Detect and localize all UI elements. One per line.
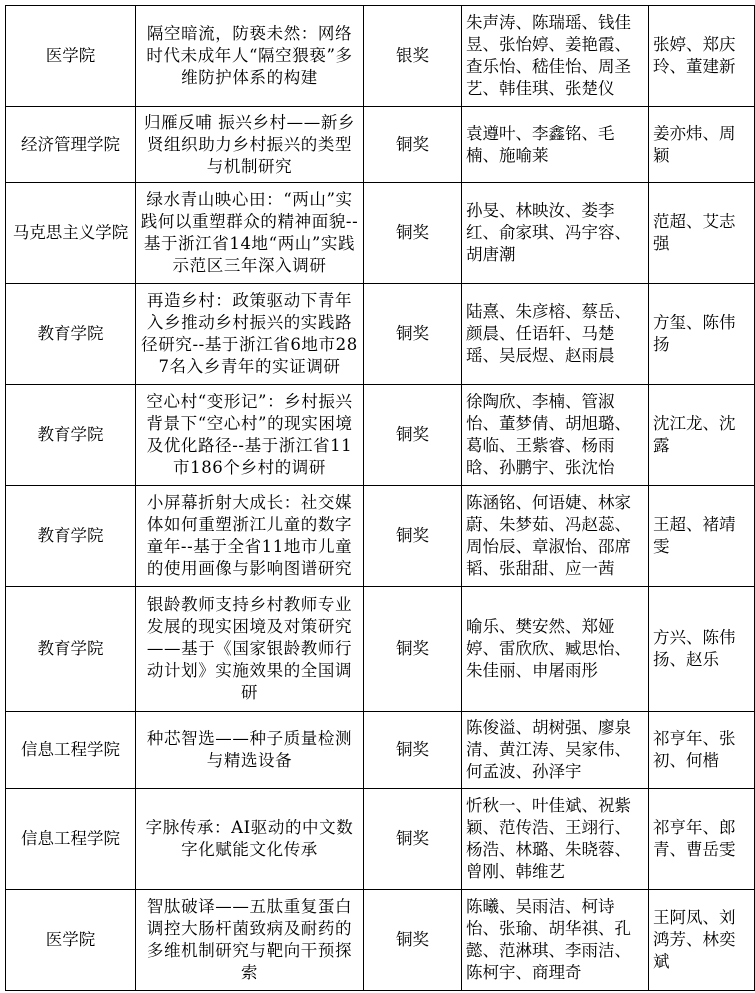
advisors-cell: 沈江龙、沈露 — [649, 385, 755, 486]
project-title-cell: 小屏幕折射大成长：社交媒体如何重塑浙江儿童的数字童年--基于全省11地市儿童的使用画像与影响图谱研究 — [136, 486, 364, 587]
college-cell: 信息工程学院 — [6, 789, 136, 890]
project-title-cell: 种芯智选——种子质量检测与精选设备 — [136, 712, 364, 789]
members-cell: 徐陶欣、李楠、管淑怡、董梦倩、胡旭璐、葛临、王紫睿、杨雨晗、孙鹏宇、张沈怡 — [462, 385, 649, 486]
project-title-cell: 归雁反哺 振兴乡村——新乡贤组织助力乡村振兴的类型与机制研究 — [136, 107, 364, 183]
project-title-cell: 再造乡村：政策驱动下青年入乡推动乡村振兴的实践路径研究--基于浙江省6地市287名入乡青年的实证调研 — [136, 284, 364, 385]
college-cell: 教育学院 — [6, 486, 136, 587]
members-cell: 陈涵铭、何语婕、林家蔚、朱梦茹、冯赵蕊、周怡辰、章淑怡、邵席韬、张甜甜、应一茜 — [462, 486, 649, 587]
table-row — [6, 890, 755, 991]
table-row — [6, 284, 755, 385]
members-cell: 陈曦、吴雨洁、柯诗怡、张瑜、胡华祺、孔懿、范淋琪、李雨洁、陈柯宇、商理奇 — [462, 890, 649, 991]
award-cell: 铜奖 — [364, 789, 462, 890]
college-cell: 教育学院 — [6, 587, 136, 712]
award-cell: 铜奖 — [364, 284, 462, 385]
advisors-cell: 王阿凤、刘鸿芳、林奕斌 — [649, 890, 755, 991]
project-title-cell: 空心村“变形记”：乡村振兴背景下“空心村”的现实困境及优化路径--基于浙江省11市186个乡村的调研 — [136, 385, 364, 486]
table-row — [6, 587, 755, 712]
advisors-cell: 范超、艾志强 — [649, 183, 755, 284]
members-cell: 袁遵叶、李鑫铭、毛楠、施喻莱 — [462, 107, 649, 183]
advisors-cell: 张婷、郑庆玲、董建新 — [649, 6, 755, 107]
awards-table — [5, 5, 755, 991]
award-cell: 铜奖 — [364, 486, 462, 587]
award-cell: 铜奖 — [364, 107, 462, 183]
members-cell: 朱声涛、陈瑞瑶、钱佳昱、张怡婷、姜艳霞、查乐怡、嵇佳怡、周圣艺、韩佳琪、张楚仪 — [462, 6, 649, 107]
table-row — [6, 183, 755, 284]
advisors-cell: 方兴、陈伟扬、赵乐 — [649, 587, 755, 712]
table-row — [6, 385, 755, 486]
advisors-cell: 王超、褚靖雯 — [649, 486, 755, 587]
project-title-cell: 字脉传承：AI驱动的中文数字化赋能文化传承 — [136, 789, 364, 890]
members-cell: 忻秋一、叶佳斌、祝紫颖、范传浩、王翊行、杨浩、林璐、朱晓蓉、曾刚、韩维艺 — [462, 789, 649, 890]
college-cell: 经济管理学院 — [6, 107, 136, 183]
project-title-cell: 绿水青山映心田：“两山”实践何以重塑群众的精神面貌--基于浙江省14地“两山”实践示范区三年深入调研 — [136, 183, 364, 284]
awards-table-body — [6, 6, 755, 991]
college-cell: 教育学院 — [6, 385, 136, 486]
table-row — [6, 6, 755, 107]
advisors-cell: 姜亦炜、周颖 — [649, 107, 755, 183]
college-cell: 教育学院 — [6, 284, 136, 385]
advisors-cell: 祁亨年、张初、何楷 — [649, 712, 755, 789]
table-row — [6, 712, 755, 789]
award-cell: 铜奖 — [364, 385, 462, 486]
college-cell: 信息工程学院 — [6, 712, 136, 789]
award-cell: 铜奖 — [364, 587, 462, 712]
members-cell: 陈俊溢、胡树强、廖泉清、黄江涛、吴家伟、何孟波、孙泽宇 — [462, 712, 649, 789]
award-cell: 铜奖 — [364, 890, 462, 991]
members-cell: 喻乐、樊安然、郑娅婷、雷欣欣、臧思怡、朱佳丽、申屠雨彤 — [462, 587, 649, 712]
table-row — [6, 789, 755, 890]
members-cell: 孙旻、林映汝、娄李红、俞家琪、冯宇容、胡唐潮 — [462, 183, 649, 284]
project-title-cell: 银龄教师支持乡村教师专业发展的现实困境及对策研究——基于《国家银龄教师行动计划》实施效果的全国调研 — [136, 587, 364, 712]
members-cell: 陆熹、朱彦榕、蔡岳、颜晨、任语轩、马楚瑶、吴辰煜、赵雨晨 — [462, 284, 649, 385]
college-cell: 医学院 — [6, 890, 136, 991]
award-cell: 铜奖 — [364, 183, 462, 284]
award-cell: 铜奖 — [364, 712, 462, 789]
project-title-cell: 隔空暗流，防亵未然：网络时代未成年人“隔空猥亵”多维防护体系的构建 — [136, 6, 364, 107]
table-row — [6, 486, 755, 587]
advisors-cell: 祁亨年、郎青、曹岳雯 — [649, 789, 755, 890]
award-cell: 银奖 — [364, 6, 462, 107]
table-row — [6, 107, 755, 183]
college-cell: 马克思主义学院 — [6, 183, 136, 284]
project-title-cell: 智肽破译——五肽重复蛋白调控大肠杆菌致病及耐药的多维机制研究与靶向干预探索 — [136, 890, 364, 991]
advisors-cell: 方玺、陈伟扬 — [649, 284, 755, 385]
college-cell: 医学院 — [6, 6, 136, 107]
